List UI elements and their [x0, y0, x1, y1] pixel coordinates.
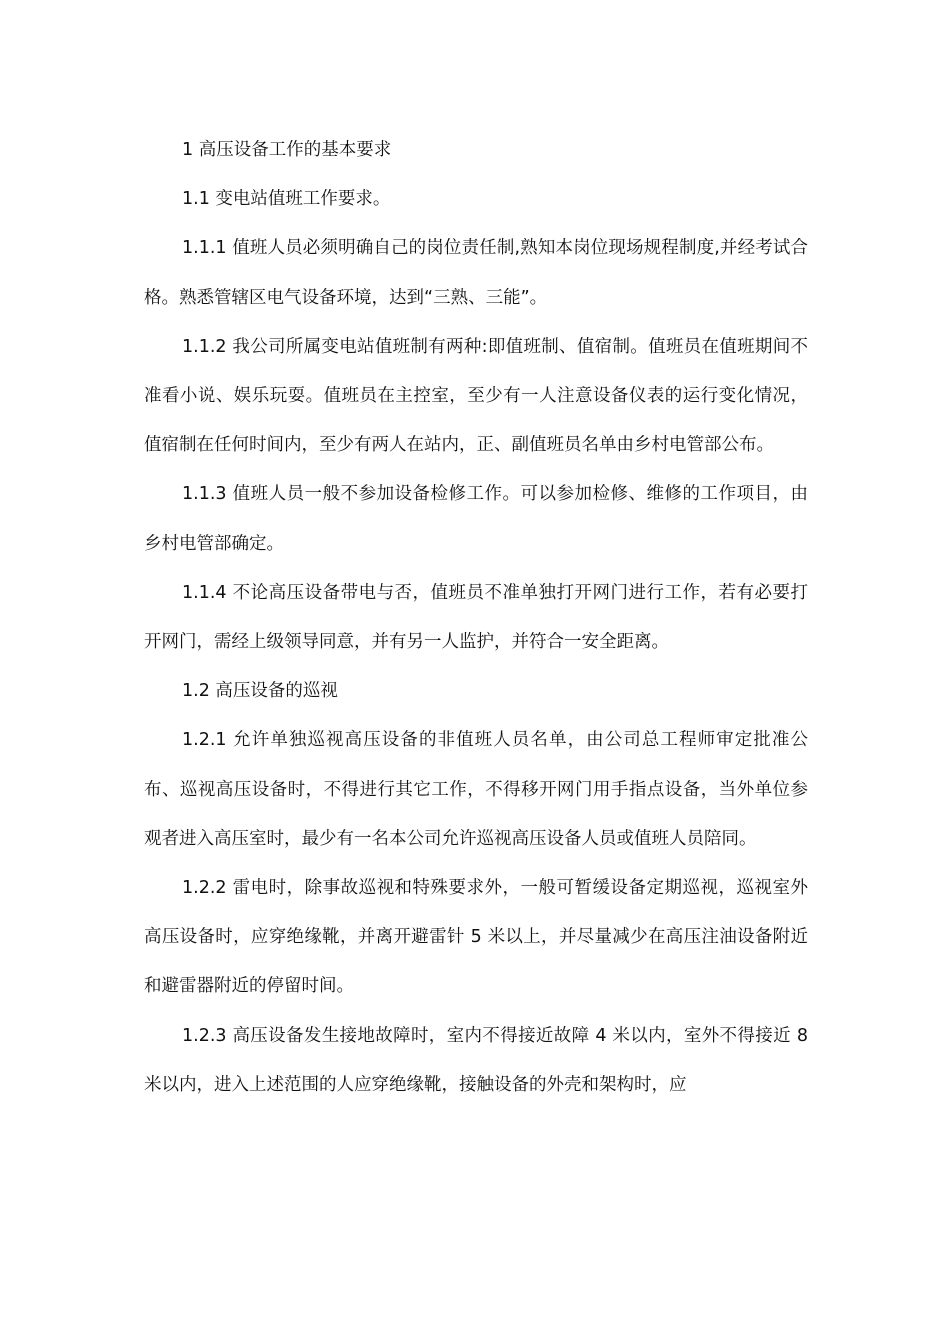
paragraph-1-1-2: 1.1.2 我公司所属变电站值班制有两种:即值班制、值宿制。值班员在值班期间不准看小说、娱乐玩耍。值班员在主控室，至少有一人注意设备仪表的运行变化情况，值宿制在任何时间内，至少有两人在站内，正、副值班员名单由乡村电管部公布。 — [144, 336, 808, 456]
section-heading-1: 1 高压设备工作的基本要求 — [182, 140, 392, 160]
paragraph-1-1-1: 1.1.1 值班人员必须明确自己的岗位责任制,熟知本岗位现场规程制度,并经考试合格。熟悉管辖区电气设备环境，达到“三熟、三能”。 — [144, 238, 808, 308]
paragraph-1-2-3: 1.2.3 高压设备发生接地故障时，室内不得接近故障 4 米以内，室外不得接近 8 米以内，进入上述范围的人应穿绝缘靴，接触设备的外壳和架构时，应 — [144, 1025, 808, 1095]
paragraph-1-2-1: 1.2.1 允许单独巡视高压设备的非值班人员名单，由公司总工程师审定批准公布、巡视高压设备时，不得进行其它工作，不得移开网门用手指点设备，当外单位参观者进入高压室时，最少有一名本公司允许巡视高压设备人员或值班人员陪同。 — [144, 730, 808, 849]
paragraph-1-1-4: 1.1.4 不论高压设备带电与否，值班员不准单独打开网门进行工作，若有必要打开网门，需经上级领导同意，并有另一人监护，并符合一安全距离。 — [144, 582, 808, 653]
section-heading-1-1: 1.1 变电站值班工作要求。 — [182, 189, 391, 210]
section-heading-1-2: 1.2 高压设备的巡视 — [182, 681, 338, 702]
paragraph-1-1-3: 1.1.3 值班人员一般不参加设备检修工作。可以参加检修、维修的工作项目，由乡村电管部确定。 — [144, 484, 808, 554]
document-body — [144, 126, 808, 1110]
paragraph-1-2-2: 1.2.2 雷电时，除事故巡视和特殊要求外，一般可暂缓设备定期巡视，巡视室外高压设备时，应穿绝缘靴，并离开避雷针 5 米以上，并尽量减少在高压注油设备附近和避雷器附近的停留时间。 — [144, 878, 808, 997]
